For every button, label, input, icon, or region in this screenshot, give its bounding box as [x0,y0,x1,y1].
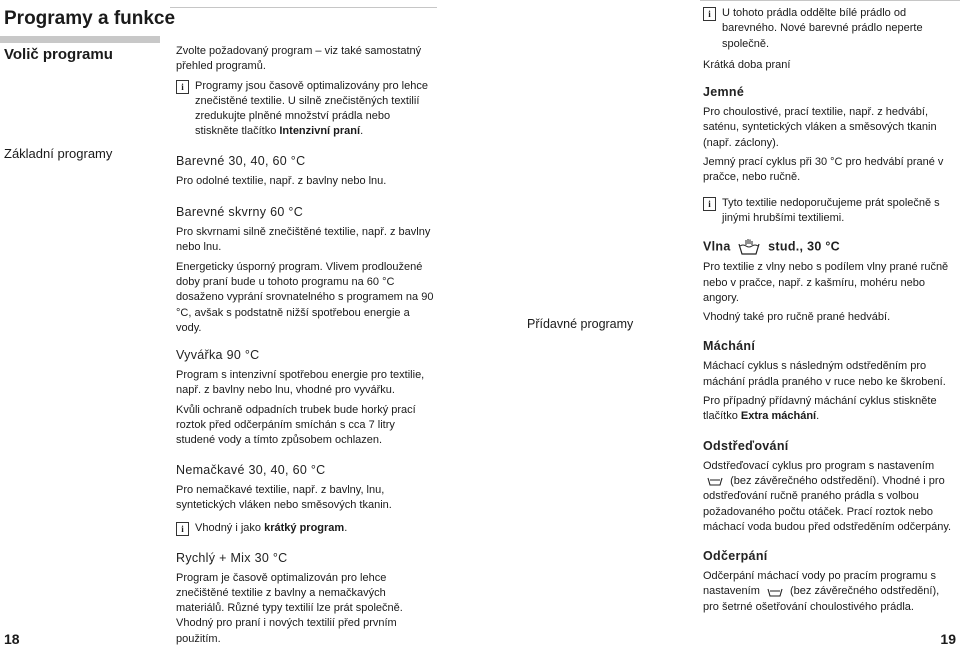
right-column [703,6,955,615]
info-icon: i [703,197,716,211]
info-icon: i [176,522,189,536]
odstredovani-text: Odstřeďovací cyklus pro program s nastavením (bez závěrečného odstředění). Vhodné i pro odstřeďování ručně praného prádla s volbou požadovaného počtu otáček. Prací roztok nebo máchací voda budou před odstředěním odčerpány. [703,459,952,533]
side-label-zakladni: Základní programy [4,146,113,161]
info-icon: i [176,80,189,94]
left-column [176,44,436,647]
page-number-right: 19 [940,631,956,647]
skvrny-text-2: Energeticky úsporný program. Vlivem prodloužené doby praní bude u tohoto programu na 60 °C dosaženo vyprání srovnatelného s programem na 90 °C, avšak s podstatně nižší spotřebou energie a vody. [176,260,434,334]
machani-text-2: Pro případný přídavný máchání cyklus stiskněte tlačítko Extra máchání. [703,395,937,423]
jemne-info [703,196,955,227]
side-label-pridavne: Přídavné programy [527,317,634,331]
side-label-volic: Volič programu [4,46,113,63]
skvrny-text: Pro skvrnami silně znečištěné textilie, např. z bavlny nebo lnu. [176,226,431,254]
barevne-heading: Barevné 30, 40, 60 °C [176,153,306,168]
info-note-top [703,6,955,52]
info-text: Programy jsou časově optimalizovány pro lehce znečistěné textilie. U silně znečistěných textilií zredukujte plněné množství prádla nebo stiskněte tlačítko Intenzivní praní. [195,79,428,138]
skvrny-heading: Barevné skvrny 60 °C [176,205,304,220]
rychly-text: Program je časově optimalizován pro lehce znečištěné textilie z bavlny a nemačkavých materiálů. Různé typy textilií lze prát společně. Vhodný pro praní i nových textilií před prvním použitím. [176,571,403,645]
vyvarka-heading: Vyvářka 90 °C [176,348,260,363]
right-header-divider [700,0,960,1]
info-top-text: U tohoto prádla oddělte bílé prádlo od barevného. Nové barevné prádlo neperte společně. [722,7,923,50]
rinse-hold-icon [767,587,783,597]
header-divider [170,7,437,8]
vlna-text-2: Vhodný také pro ručně prané hedvábí. [703,311,891,324]
jemne-text-2: Jemný prací cyklus při 30 °C pro hedvábí prané v pračce, nebo ručně. [703,156,944,184]
jemne-heading: Jemné [703,85,745,100]
info-note [176,79,436,140]
barevne-text: Pro odolné textilie, např. z bavlny nebo lnu. [176,174,387,187]
info-icon: i [703,7,716,21]
nemackave-heading: Nemačkavé 30, 40, 60 °C [176,462,326,477]
nemackave-text: Pro nemačkavé textilie, např. z bavlny, lnu, syntetických vláken nebo směsových tkanin. [176,483,392,511]
vlna-heading: Vlna stud., 30 °C [703,238,955,256]
kratka-text: Krátká doba praní [703,58,791,71]
odcerpani-heading: Odčerpání [703,549,768,564]
page-number-left: 18 [4,631,20,647]
hand-wash-icon [738,238,760,256]
rychly-heading: Rychlý + Mix 30 °C [176,550,288,565]
rinse-hold-icon [707,476,723,486]
vlna-text: Pro textilie z vlny nebo s podílem vlny prané ručně nebo v pračce, např. z kašmíru, mohéru nebo angory. [703,261,949,304]
machani-text: Máchací cyklus s následným odstředěním pro máchání prádla praného v ruce nebo ke škrobení. [703,360,946,388]
jemne-text: Pro choulostivé, prací textilie, např. z hedvábí, saténu, syntetických vláken a směsových tkanin (např. záclony). [703,106,937,149]
vyvarka-text-2: Kvůli ochraně odpadních trubek bude horký prací roztok před odčerpáním smíchán s cca 7 litry studené vody a tímto způsobem ochlazen. [176,403,416,447]
odcerpani-text: Odčerpání máchací vody po pracím programu s nastavením (bez závěrečného odstředění), pro šetrné ošetřování choulostivého prádla. [703,570,940,613]
machani-heading: Máchání [703,339,756,354]
odstredovani-heading: Odstřeďování [703,438,789,453]
nemackave-info-text: Vhodný i jako krátký program. [195,522,348,535]
vyvarka-text: Program s intenzivní spotřebou energie pro textilie, např. z bavlny nebo lnu, vhodné pro vyvářku. [176,369,425,397]
jemne-info-text: Tyto textilie nedoporučujeme prát společně s jinými hrubšími textiliemi. [722,196,940,224]
section-bar [0,36,160,43]
nemackave-info [176,521,436,536]
intro-text: Zvolte požadovaný program – viz také samostatný přehled programů. [176,45,422,73]
page-title: Programy a funkce [4,8,176,29]
